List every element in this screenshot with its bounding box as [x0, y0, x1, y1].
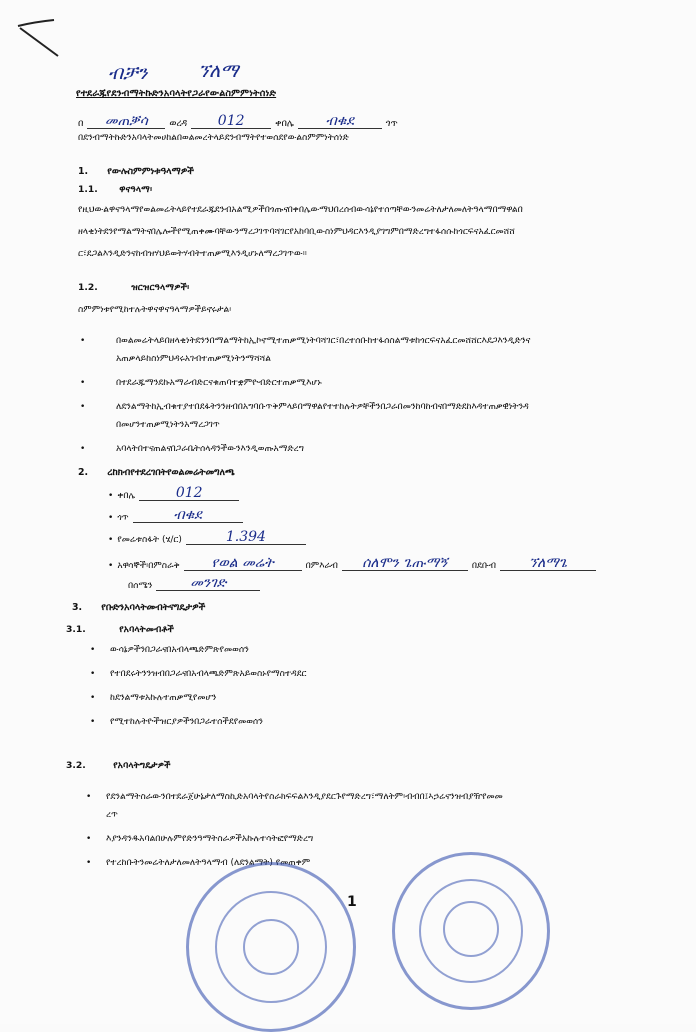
section3-heading: [72, 602, 205, 613]
rights-list: [90, 641, 650, 737]
kebele-label: ቀበሌ: [275, 118, 294, 129]
official-stamp-left: [186, 862, 356, 1032]
section3-number: 3.: [72, 602, 83, 613]
list-item: • በተደራጁማንደኩአማራብድርናቁጠባተቋምዮብድርተጠቃሚእሆኑ: [80, 374, 670, 392]
section1-1-title: ዋናዓላማ፡: [119, 184, 153, 195]
section2-title: ረከክብየተደረገበትየወልመሬትመግለጫ: [107, 467, 235, 478]
woreda-field[interactable]: 012: [191, 114, 271, 129]
boundary-west-field[interactable]: ሰለሞን ጌጡማኝ: [342, 556, 468, 571]
list-item: • ከደንልማቱአኩሉተጠቃሚየመሆን: [90, 693, 217, 703]
list-item: • የሚተከሉትዮችዝርያዎችንበጋራተሰችደየመወሰን: [90, 717, 263, 727]
page-number: 1: [347, 894, 357, 910]
section1-2-title: ዝርዝርዓላማዎች፡: [131, 282, 190, 293]
field-got: • ጎጥ ብቁደ: [108, 508, 243, 523]
boundary-east-field[interactable]: የወል መሬት: [184, 556, 302, 571]
document-title: የተደራጁየደንብማትኩድንአባላትየጋራየውልስምምነትሰነድ: [76, 88, 277, 99]
objective-text: ለደንልማትከኢብቁተያተበደፋትንንዘብበአግባቡጥቅምላይበማዋልየተተከሉትዎቸችንበጋራበመንከባከብናበማድደከእዳተጠቃዊነትንዳ: [116, 402, 529, 412]
handwritten-slash-mark: [14, 18, 60, 58]
section1-title: የውሉስምምነቱዓላማዎች: [107, 166, 194, 177]
field-boundaries: • አዋሳኞች፡በምስራቅ የወል መሬት በምእራብ ሰለሞን ጌጡማኝ በደቡብ ኘለማጌ: [108, 556, 596, 571]
duty-text-cont: ረጥ: [106, 810, 118, 820]
section1-1-number: 1.1.: [78, 184, 98, 195]
paragraph-line: የዚህውልዋናዓላማየወልመሬትላይየተደራጁደንብአልሚዎችበጎጡናበቀበሌውማህበረሰብውሳኔየተሰጣቸውንመሬትለታለመለትዓላማበማዋልበ: [78, 205, 523, 215]
handwritten-name-2: ኘለማ: [198, 60, 239, 82]
field-boundary-south: [128, 576, 260, 591]
field-area: • የመሬቱስፋት (ሄ/ር) 1.394: [108, 530, 306, 545]
got-label: ጎጥ: [385, 118, 398, 129]
section3-2-heading: [66, 760, 171, 771]
right-text: ውሳኔዎችንበጋራናበአብላጫድምጽየመወሰን: [110, 645, 249, 655]
section1-1-heading: [78, 184, 152, 195]
section1-number: 1.: [78, 166, 89, 177]
duty-text: የደንልማትስራውንበተደራጀሁኔታለማስኪድአባላትየስራክፍፍልእንዲያደርጉየማድረግ፣ማለትም፡ብብበ፤ኣኃሬናንዝብያዥየመመ: [106, 792, 503, 802]
section1-heading: [78, 166, 194, 177]
list-item: • እያንዳንዱአባልበሁሉምየድንዓማትስራዎችአኩሉተሳትፎየማድረግ: [86, 834, 314, 844]
line-label-prefix: በ: [78, 118, 84, 129]
section3-title: የቡድንአባላትመብትናግዴታዎች: [101, 602, 206, 613]
duty-text: እያንዳንዱአባልበሁሉምየድንዓማትስራዎችአኩሉተሳትፎየማድረግ: [106, 834, 314, 844]
area-value-field[interactable]: 1.394: [186, 530, 306, 545]
boundary-south-field[interactable]: መንገድ: [156, 576, 260, 591]
paragraph-line: ዘላቂነትደንየማልማትናበሌሎችየሚጠቀሙባቸውንማረጋገጥባሻገርየአከባቢውስነምህዳርእንዲያገግምበማድረግተፋሰሱከጎርፍናአፈርመሸሸ: [78, 227, 515, 237]
got-value-field[interactable]: ብቁደ: [133, 508, 243, 523]
objective-text-cont: በመሆንተጠቃሚነትንአማረጋገጥ: [116, 420, 220, 430]
list-item: • አባላትበተናጠልናበጋራቤትሰላዳንችውንእንዲወጡአማድረግ: [80, 440, 670, 458]
paragraph-line: ር፣ደጋልእንዲድንናከብዝሃህይወትሃብትተጠቃሚእንዲሆኑለማረጋገጥው።: [78, 249, 307, 259]
right-text: ከደንልማቱአኩሉተጠቃሚየመሆን: [110, 693, 217, 703]
section1-2-number: 1.2.: [78, 282, 98, 293]
duty-text: የተረከቡትንመሬትለታለመለትዓላማብ (ለደንልማት) የመጠቀም: [106, 858, 311, 868]
boundary-north-field[interactable]: ኘለማጌ: [500, 556, 596, 571]
field-kebele: • ቀበሌ 012: [108, 486, 239, 501]
list-item: • በወልመሬትላይበዘላቂነትደንንበማልማትከኢኮኖሚተጠቃሚነትባሻገር፣በረተሰቡከተፋሰስልማቱከጎርፍናአፈርመሸሸርእደጋእንዲድንና አጠቃላይከስነምህዳሩአገብተጠቃሚነትንማሻሻል: [80, 332, 670, 368]
boundary-west-label: በምእራብ: [305, 561, 338, 571]
handwritten-name-1: ብቻን: [108, 62, 148, 84]
section1-1-paragraph: [78, 199, 658, 265]
boundary-north-label: በደቡብ: [471, 561, 497, 571]
intro-text: በደንብማትኩድንአባላትመሀከልበወልመረትላይደንብማትየተወሰደየውልስምምነትሰነድ: [78, 133, 349, 143]
objective-text: በተደራጁማንደኩአማራብድርናቁጠባተቋምዮብድርተጠቃሚእሆኑ: [116, 378, 322, 388]
field-label: የመሬቱስፋት (ሄ/ር): [117, 535, 182, 545]
agreement-number-field[interactable]: መጠቓሳ: [87, 114, 165, 129]
boundary-east-label: አዋሳኞች፡በምስራቅ: [117, 561, 180, 571]
section1-2-heading: [78, 282, 189, 293]
stamp-center: [243, 919, 299, 975]
section3-2-number: 3.2.: [66, 760, 86, 771]
duties-list: [86, 788, 676, 878]
kebele-value-field[interactable]: 012: [139, 486, 239, 501]
section3-1-heading: [66, 624, 174, 635]
official-stamp-right: [392, 852, 550, 1010]
section3-1-title: የአባላትመብቶች: [119, 624, 174, 635]
section2-number: 2.: [78, 467, 89, 478]
boundary-south-label: በሰሜን: [128, 581, 153, 591]
section2-heading: [78, 467, 235, 478]
section1-2-intro: ስምምነቱየሚከተሉትዋናዋናዓላማዎችይኖሩታል፡: [78, 305, 232, 315]
list-item: • ውሳኔዎችንበጋራናበአብላጫድምጽየመወሰን: [90, 645, 249, 655]
section3-1-number: 3.1.: [66, 624, 86, 635]
field-label: ቀበሌ: [117, 491, 136, 501]
list-item: • የደንልማትስራውንበተደራጀሁኔታለማስኪድአባላትየስራክፍፍልእንዲያደርጉየማድረግ፣ማለትም፡ብብበ፤ኣኃሬናንዝብያዥየመመ ረጥ: [86, 788, 676, 824]
objective-text: በወልመሬትላይበዘላቂነትደንንበማልማትከኢኮኖሚተጠቃሚነትባሻገር፣በረተሰቡከተፋሰስልማቱከጎርፍናአፈርመሸሸርእደጋእንዲድንና: [116, 336, 531, 346]
objective-text-cont: አጠቃላይከስነምህዳሩአገብተጠቃሚነትንማሻሻል: [116, 354, 271, 364]
objectives-list: [80, 332, 670, 464]
right-text: የተበደሩትንንዝብበጋራናበአብላጫድምጽአይወስኑየማስተዳደር: [110, 669, 307, 679]
list-item: • የተበደሩትንንዝብበጋራናበአብላጫድምጽአይወስኑየማስተዳደር: [90, 669, 307, 679]
stamp-center: [443, 901, 499, 957]
woreda-label: ወረዳ: [169, 118, 188, 129]
right-text: የሚተከሉትዮችዝርያዎችንበጋራተሰችደየመወሰን: [110, 717, 263, 727]
section3-2-title: የአባላትግዴታዎች: [113, 760, 171, 771]
field-label: ጎጥ: [117, 513, 129, 523]
kebele-field[interactable]: ብቁደ: [298, 114, 382, 129]
agreement-line: [78, 114, 398, 129]
list-item: • ለደንልማትከኢብቁተያተበደፋትንንዘብበአግባቡጥቅምላይበማዋልየተተከሉትዎቸችንበጋራበመንከባከብናበማድደከእዳተጠቃዊነትንዳ በመሆንተጠቃሚነትንአማረጋገጥ: [80, 398, 670, 434]
objective-text: አባላትበተናጠልናበጋራቤትሰላዳንችውንእንዲወጡአማድረግ: [116, 444, 304, 454]
list-item: • የተረከቡትንመሬትለታለመለትዓላማብ (ለደንልማት) የመጠቀም: [86, 858, 311, 868]
